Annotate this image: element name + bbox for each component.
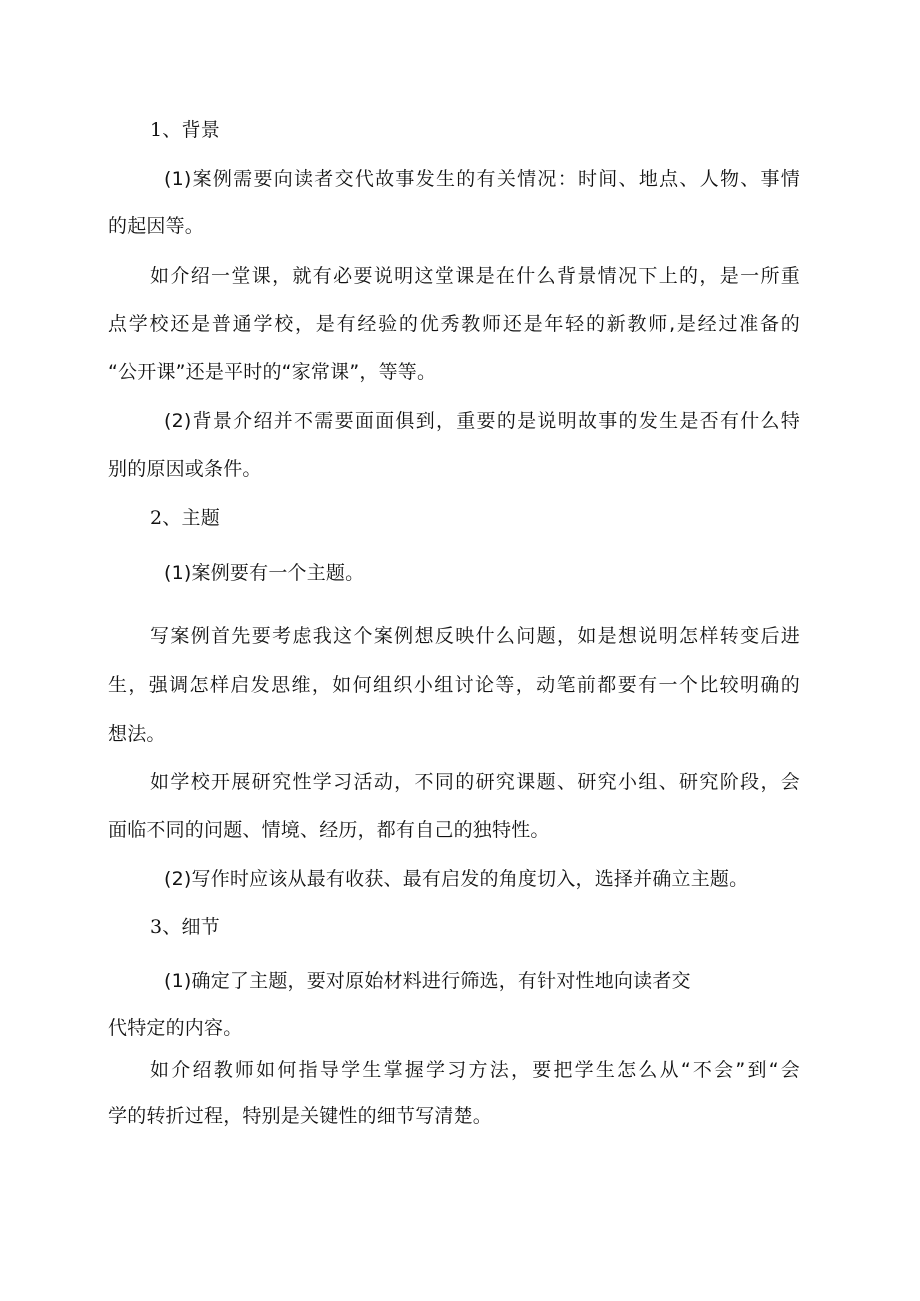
paragraph-line: 代特定的内容。 [108, 1017, 243, 1039]
paragraph-line: 点学校还是普通学校，是有经验的优秀教师还是年轻的新教师,是经过准备的 [108, 313, 800, 335]
paragraph-line: (1)案例要有一个主题。 [164, 562, 365, 584]
paragraph-line: (2)背景介绍并不需要面面俱到，重要的是说明故事的发生是否有什么特 [164, 410, 800, 432]
paragraph-line: 如学校开展研究性学习活动，不同的研究课题、研究小组、研究阶段，会 [150, 771, 800, 793]
paragraph-line: 写案例首先要考虑我这个案例想反映什么问题，如是想说明怎样转变后进 [150, 625, 800, 647]
paragraph-line: 学的转折过程，特别是关键性的细节写清楚。 [108, 1105, 493, 1127]
paragraph-line: “公开课”还是平时的“家常课”，等等。 [108, 361, 437, 383]
paragraph-line: (2)写作时应该从最有收获、最有启发的角度切入，选择并确立主题。 [164, 868, 749, 890]
paragraph-line: (1)案例需要向读者交代故事发生的有关情况：时间、地点、人物、事情 [164, 168, 800, 190]
paragraph-line: 如介绍一堂课，就有必要说明这堂课是在什么背景情况下上的，是一所重 [150, 265, 800, 287]
paragraph-line: 面临不同的问题、情境、经历，都有自己的独特性。 [108, 819, 550, 841]
paragraph-line: 别的原因或条件。 [108, 458, 262, 480]
section-heading-theme: 2、主题 [150, 507, 220, 529]
section-heading-detail: 3、细节 [150, 916, 220, 938]
paragraph-line: 的起因等。 [108, 215, 205, 237]
paragraph-line: 生，强调怎样启发思维，如何组织小组讨论等，动笔前都要有一个比较明确的 [108, 674, 800, 696]
paragraph-line: 想法。 [108, 723, 166, 745]
section-heading-background: 1、背景 [150, 119, 220, 141]
paragraph-line: (1)确定了主题，要对原始材料进行筛选，有针对性地向读者交 [164, 970, 691, 992]
paragraph-line: 如介绍教师如何指导学生掌握学习方法，要把学生怎么从“不会”到“会 [150, 1059, 800, 1081]
